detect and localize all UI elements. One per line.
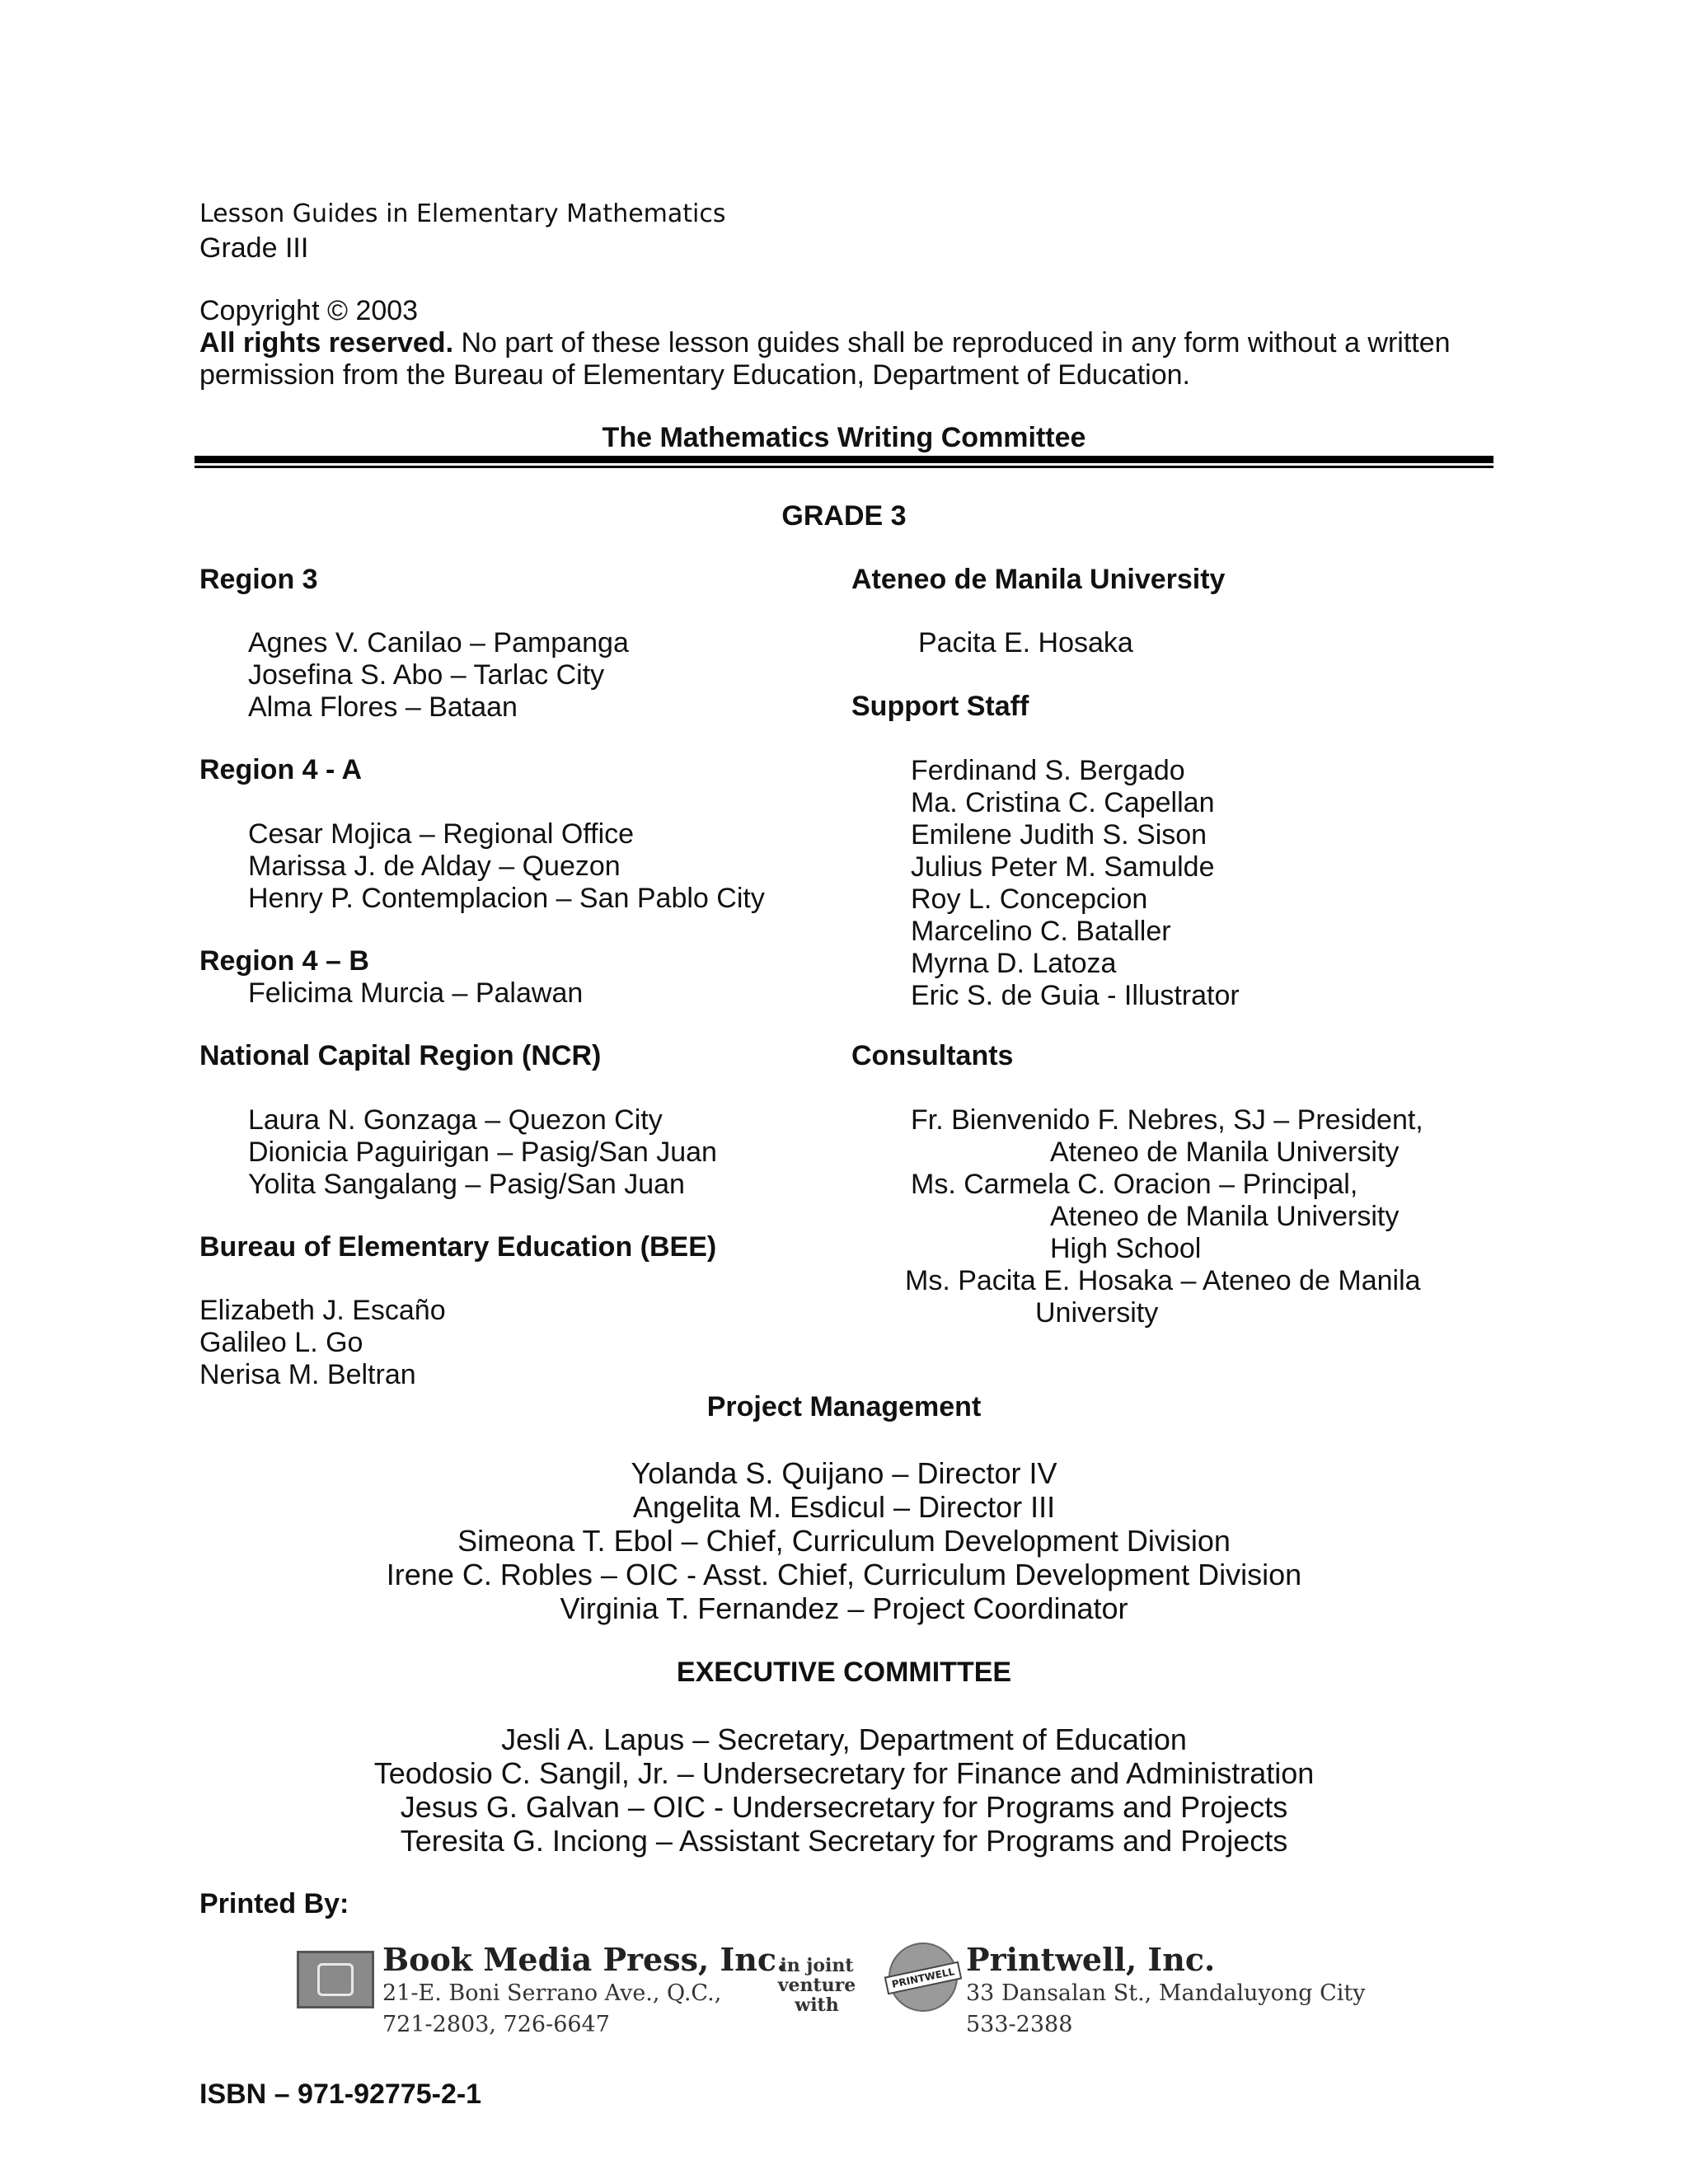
consultant-line: Fr. Bienvenido F. Nebres, SJ – President, [911, 1104, 1423, 1136]
bee-heading: Bureau of Elementary Education (BEE) [199, 1231, 717, 1263]
member-name: Ma. Cristina C. Capellan [911, 787, 1215, 818]
bee-members [199, 1295, 446, 1391]
member-name: Julius Peter M. Samulde [911, 851, 1215, 883]
printwell-address: 33 Dansalan St., Mandaluyong City [966, 1980, 1366, 2006]
member-name: Emilene Judith S. Sison [911, 819, 1207, 851]
ateneo-heading: Ateneo de Manila University [851, 564, 1226, 595]
region4a-members [248, 818, 765, 915]
member-name: Ferdinand S. Bergado [911, 755, 1185, 786]
printwell-phone: 533-2388 [966, 2012, 1073, 2037]
member-name: Yolita Sangalang – Pasig/San Juan [248, 1169, 685, 1200]
book-media-name: Book Media Press, Inc. [382, 1941, 788, 1978]
heavy-divider [195, 456, 1493, 463]
grade-label: Grade III [199, 232, 309, 264]
consultant-line: University [1035, 1297, 1159, 1329]
ateneo-members [918, 627, 1133, 659]
executive-committee-heading: EXECUTIVE COMMITTEE [676, 1657, 1012, 1688]
book-media-phone: 721-2803, 726-6647 [382, 2012, 610, 2037]
printwell-name: Printwell, Inc. [966, 1941, 1216, 1978]
member-name: Galileo L. Go [199, 1327, 363, 1358]
member-name: Henry P. Contemplacion – San Pablo City [248, 883, 765, 914]
copyright-line: Copyright © 2003 [199, 295, 419, 326]
member-name: Yolanda S. Quijano – Director IV [631, 1456, 1057, 1490]
member-name: Laura N. Gonzaga – Quezon City [248, 1104, 663, 1136]
member-name: Roy L. Concepcion [911, 883, 1148, 915]
region4a-heading: Region 4 - A [199, 754, 363, 785]
rights-notice-line2: permission from the Bureau of Elementary Education, Department of Education. [199, 359, 1190, 391]
region3-members [248, 627, 629, 724]
member-name: Simeona T. Ebol – Chief, Curriculum Development Division [457, 1524, 1231, 1558]
printwell-logo-text: PRINTWELL [884, 1961, 963, 1995]
member-name: Eric S. de Guia - Illustrator [911, 980, 1240, 1011]
member-name: Jesli A. Lapus – Secretary, Department of Education [501, 1722, 1187, 1756]
printed-by-label: Printed By: [199, 1888, 349, 1919]
member-name: Jesus G. Galvan – OIC - Undersecretary for Programs and Projects [400, 1790, 1288, 1824]
consultant-line: Ms. Pacita E. Hosaka – Ateneo de Manila [905, 1265, 1421, 1296]
publisher-logos [297, 1941, 1393, 2048]
rights-bold: All rights reserved. [199, 327, 454, 359]
support-staff-heading: Support Staff [851, 691, 1029, 722]
member-name: Elizabeth J. Escaño [199, 1295, 446, 1326]
member-name: Myrna D. Latoza [911, 948, 1117, 979]
region4b-members [248, 977, 583, 1010]
printwell-globe-icon [889, 1943, 958, 2012]
support-staff-members [911, 755, 1240, 1012]
member-name: Nerisa M. Beltran [199, 1359, 416, 1390]
thin-divider [195, 466, 1493, 468]
member-name: Teresita G. Inciong – Assistant Secretary for Programs and Projects [400, 1824, 1288, 1858]
rights-notice [199, 327, 1451, 359]
consultant-line: Ms. Carmela C. Oracion – Principal, [911, 1169, 1358, 1200]
member-name: Dionicia Paguirigan – Pasig/San Juan [248, 1137, 717, 1168]
grade-heading: GRADE 3 [781, 500, 907, 532]
region4b-heading: Region 4 – B [199, 945, 369, 977]
region3-heading: Region 3 [199, 564, 318, 595]
member-name: Alma Flores – Bataan [248, 691, 518, 723]
rights-text: No part of these lesson guides shall be reproduced in any form without a written [453, 327, 1451, 359]
committee-title: The Mathematics Writing Committee [602, 422, 1086, 453]
isbn-line: ISBN – 971-92775-2-1 [199, 2079, 482, 2110]
executive-committee-members [0, 1722, 1688, 1858]
project-management-members [0, 1456, 1688, 1625]
consultant-line: Ateneo de Manila University [1050, 1201, 1400, 1232]
joint-venture-label: in joint venture with [777, 1955, 856, 2016]
member-name: Cesar Mojica – Regional Office [248, 818, 635, 850]
member-name: Irene C. Robles – OIC - Asst. Chief, Curriculum Development Division [386, 1558, 1302, 1591]
member-name: Felicima Murcia – Palawan [248, 977, 584, 1009]
consultant-line: High School [1050, 1233, 1202, 1264]
project-management-heading: Project Management [706, 1391, 982, 1422]
book-media-address: 21-E. Boni Serrano Ave., Q.C., [382, 1980, 722, 2006]
consultants-heading: Consultants [851, 1040, 1014, 1071]
member-name: Marcelino C. Bataller [911, 916, 1171, 947]
ncr-members [248, 1104, 717, 1201]
member-name: Pacita E. Hosaka [918, 627, 1133, 658]
book-media-logo-icon [297, 1951, 374, 2008]
consultant-line: Ateneo de Manila University [1050, 1137, 1400, 1168]
member-name: Josefina S. Abo – Tarlac City [248, 659, 605, 691]
ncr-heading: National Capital Region (NCR) [199, 1040, 602, 1071]
member-name: Angelita M. Esdicul – Director III [632, 1490, 1056, 1524]
member-name: Teodosio C. Sangil, Jr. – Undersecretary for Finance and Administration [373, 1756, 1315, 1790]
member-name: Agnes V. Canilao – Pampanga [248, 627, 629, 658]
member-name: Virginia T. Fernandez – Project Coordinator [560, 1591, 1128, 1625]
series-title: Lesson Guides in Elementary Mathematics [199, 199, 726, 228]
member-name: Marissa J. de Alday – Quezon [248, 851, 621, 882]
